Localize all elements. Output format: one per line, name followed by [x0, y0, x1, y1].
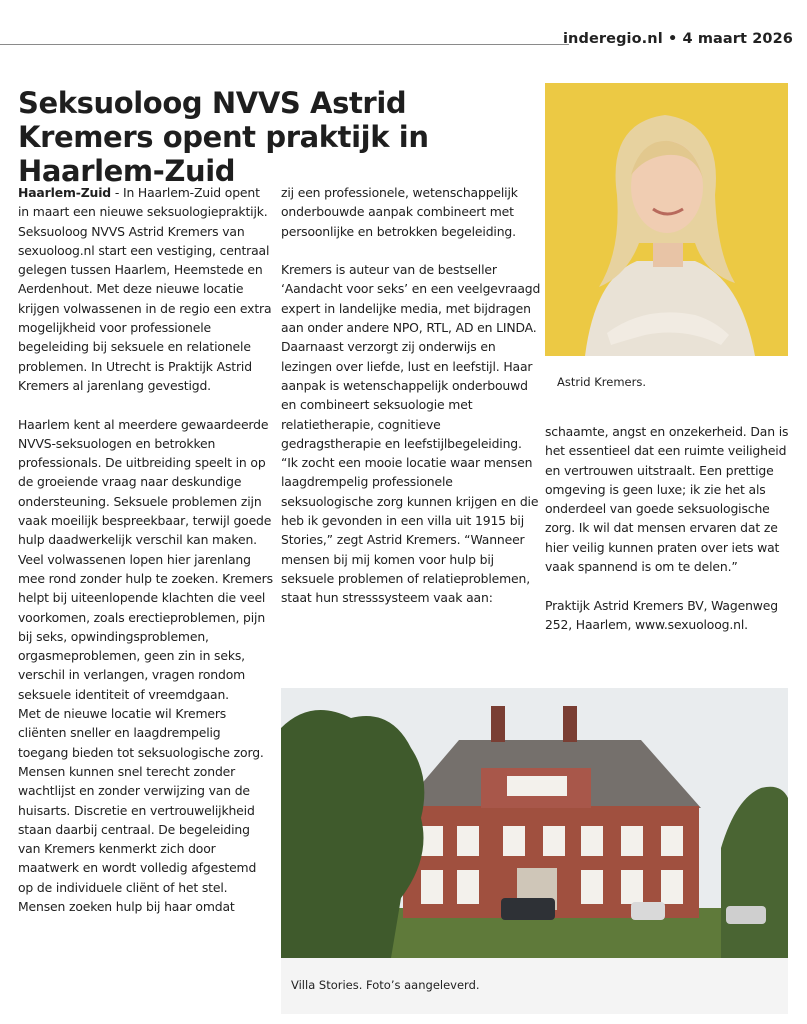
portrait-illustration [545, 83, 788, 356]
villa-caption: Villa Stories. Foto’s aangeleverd. [291, 978, 480, 992]
masthead-separator: • [667, 31, 678, 47]
publication-date: 4 maart 2026 [682, 31, 793, 47]
article-column-1 [18, 183, 273, 916]
paragraph: Met de nieuwe locatie wil Kremers cliënten sneller en laagdrempelig toegang bieden tot seksuologische zorg. Mensen kunnen snel terecht zonder wachtlijst en zonder verwijzing van de huisarts. Discretie en vertrouwelijkheid staan daarbij centraal. De begeleiding van Kremers kenmerkt zich door maatwerk en wordt volledig afgestemd op de individuele cliënt of het stel. Mensen zoeken hulp bij haar omdat [18, 706, 264, 914]
article-column-3 [545, 422, 795, 634]
paragraph: Haarlem kent al meerdere gewaardeerde NVVS-seksuologen en betrokken professionals. De uitbreiding speelt in op de groeiende vraag naar deskundige ondersteuning. Seksuele problemen zijn vaak moeilijk bespreekbaar, terwijl goede hulp daadwerkelijk verschil kan maken. Veel volwassenen lopen hier jarenlang mee rond zonder hulp te zoeken. Kremers helpt bij uiteenlopende klachten die veel voorkomen, zoals erectieproblemen, pijn bij seks, opwindingsproblemen, orgasmeproblemen, geen zin in seks, verschil in verlangen, vragen rondom seksuele identiteit of vreemdgaan. [18, 416, 273, 702]
portrait-photo [545, 83, 788, 356]
dateline: Haarlem-Zuid [18, 185, 112, 200]
villa-illustration [281, 688, 788, 958]
paragraph: zij een professionele, wetenschappelijk onderbouwde aanpak combineert met persoonlijke en betrokken begeleiding. [281, 185, 518, 239]
villa-photo [281, 688, 788, 958]
contact-info: Praktijk Astrid Kremers BV, Wagenweg 252, Haarlem, www.sexuoloog.nl. [545, 597, 778, 632]
quote-paragraph: schaamte, angst en onzekerheid. Dan is het essentieel dat een ruimte veiligheid en vertrouwen uitstraalt. Een prettige omgeving is geen luxe; ik zie het als onderdeel van goede seksuologische zorg. Ik wil dat mensen ervaren dat ze hier veilig kunnen praten over iets wat vaak spannend is om te delen.” [545, 424, 789, 575]
masthead-rule [0, 44, 569, 45]
paragraph: Kremers is auteur van de bestseller ‘Aandacht voor seks’ en een veelgevraagd expert in landelijke media, met bijdragen aan onder andere NPO, RTL, AD en LINDA. Daarnaast verzorgt zij onderwijs en lezingen over liefde, lust en leefstijl. Haar aanpak is wetenschappelijk onderbouwd en combineert seksuologie met relatietherapie, cognitieve gedragstherapie en leefstijlbegeleiding. [281, 262, 541, 451]
article-column-2 [281, 183, 543, 608]
masthead [563, 31, 793, 47]
quote-paragraph: “Ik zocht een mooie locatie waar mensen laagdrempelig professionele seksuologische zorg kunnen krijgen en die heb ik gevonden in een villa uit 1915 bij Stories,” zegt Astrid Kremers. “Wanneer mensen bij mij komen voor hulp bij seksuele problemen of relatieproblemen, staat hun stresssysteem vaak aan: [281, 455, 539, 606]
headline: Seksuoloog NVVS Astrid Kremers opent praktijk in Haarlem-Zuid [18, 86, 429, 188]
site-name[interactable]: inderegio.nl [562, 31, 663, 47]
portrait-caption: Astrid Kremers. [557, 375, 646, 389]
paragraph: Haarlem-Zuid - In Haarlem-Zuid opent in maart een nieuwe seksuologiepraktijk. Seksuoloog NVVS Astrid Kremers van sexuoloog.nl start een vestiging, centraal gelegen tussen Haarlem, Heemstede en Aerdenhout. Met deze nieuwe locatie krijgen volwassenen in de regio een extra mogelijkheid voor professionele begeleiding bij seksuele en relationele problemen. In Utrecht is Praktijk Astrid Kremers al jarenlang gevestigd. [18, 185, 272, 393]
